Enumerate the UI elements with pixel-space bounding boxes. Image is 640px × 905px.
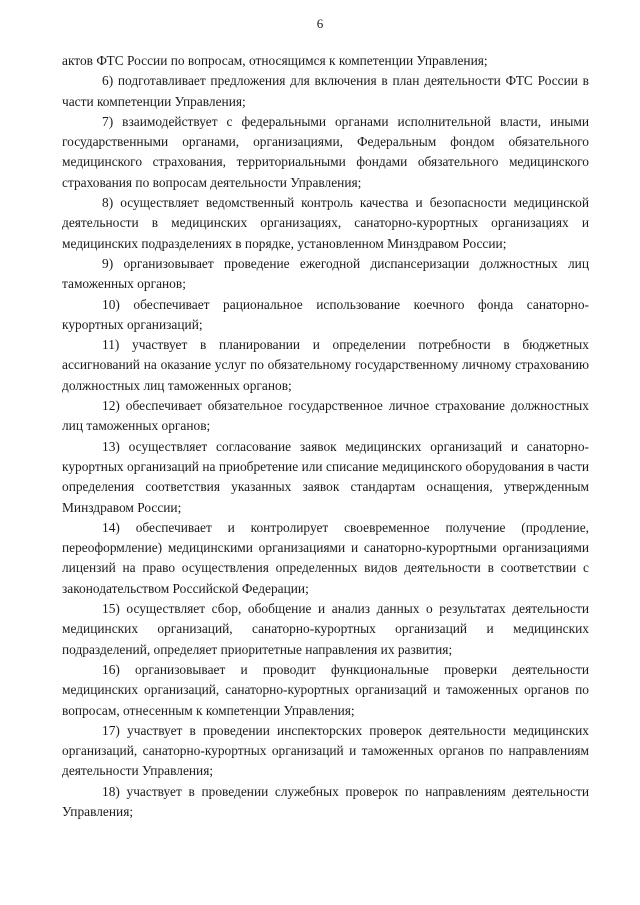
paragraph-item-8: 8) осуществляет ведомственный контроль качества и безопасности медицинской деятельности в медицинских организациях, санаторно-курортных организациях и медицинских подразделениях в порядке, установленном Минздравом России;: [62, 195, 589, 251]
paragraph-item-14: 14) обеспечивает и контролирует своевременное получение (продление, переоформление) медицинскими организациями и санаторно-курортными организациями лицензий на право осуществления определенных видов деятельности в соответствии с законодательством Российской Федерации;: [62, 519, 589, 596]
paragraph-item-15: 15) осуществляет сбор, обобщение и анализ данных о результатах деятельности медицинских организаций, санаторно-курортных организаций и медицинских подразделений, определяет приоритетные направления их развития;: [62, 601, 589, 657]
paragraph-item-17: 17) участвует в проведении инспекторских проверок деятельности медицинских организаций, санаторно-курортных организаций и таможенных органов по направлениям деятельности Управления;: [62, 722, 589, 779]
paragraph-continuation: актов ФТС России по вопросам, относящимся к компетенции Управления;: [62, 53, 488, 68]
paragraph-item-16: 16) организовывает и проводит функциональные проверки деятельности медицинских организаций, санаторно-курортных организаций и таможенных органов по вопросам, отнесенным к компетенции Управления;: [62, 661, 589, 718]
paragraph-item-9: 9) организовывает проведение ежегодной диспансеризации должностных лиц таможенных органов;: [62, 255, 589, 292]
paragraph-item-18: 18) участвует в проведении служебных проверок по направлениям деятельности Управления;: [62, 783, 589, 819]
paragraph-item-11: 11) участвует в планировании и определении потребности в бюджетных ассигнований на оказание услуг по обязательному государственному личному страхованию должностных лиц таможенных органов;: [62, 337, 589, 393]
document-body: [62, 51, 589, 822]
paragraph-item-12: 12) обеспечивает обязательное государственное личное страхование должностных лиц таможенных органов;: [62, 398, 589, 434]
paragraph-item-10: 10) обеспечивает рациональное использование коечного фонда санаторно-курортных организаций;: [62, 296, 589, 332]
paragraph-item-13: 13) осуществляет согласование заявок медицинских организаций и санаторно-курортных организаций на приобретение или списание медицинского оборудования в части определения соответствия указанных заявок стандартам оснащения, утвержденным Минздравом России;: [62, 438, 589, 515]
page-number: 6: [316, 16, 324, 31]
paragraph-item-7: 7) взаимодействует с федеральными органами исполнительной власти, иными государственными органами, организациями, Федеральным фондом обязательного медицинского страхования, территориальными фондами обязательного медицинского страхования по вопросам деятельности Управления;: [62, 113, 589, 190]
paragraph-item-6: 6) подготавливает предложения для включения в план деятельности ФТС России в части компетенции Управления;: [62, 73, 589, 109]
